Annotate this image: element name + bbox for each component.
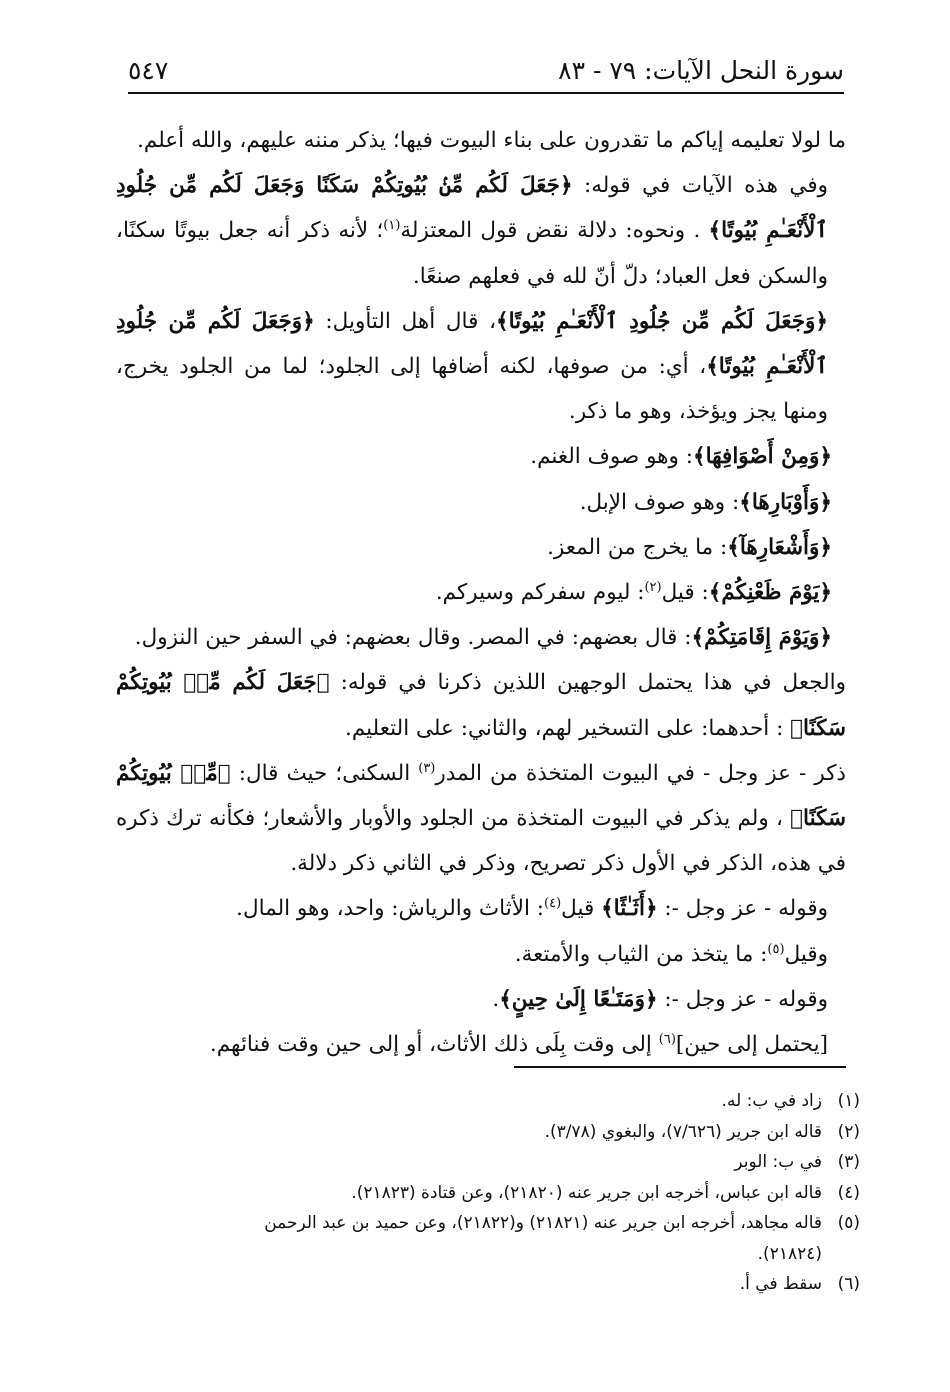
header-rule: [128, 92, 844, 94]
footnote: [200, 1147, 860, 1178]
quran-quote: ﴿وَأَوْبَارِهَا﴾: [739, 489, 832, 515]
quran-quote: ﴿أَثَـٰثًا﴾: [601, 896, 658, 922]
quran-quote: ﴿وَيَوْمَ إِقَامَتِكُمْ﴾: [691, 625, 832, 651]
paragraph-1: ما لولا تعليمه إياكم ما تقدرون على بناء البيوت فيها؛ يذكر مننه عليهم، والله أعلم.: [137, 128, 846, 153]
footnote-number: (٤): [837, 1182, 860, 1203]
footnote-ref: (١): [383, 218, 401, 234]
footnote-separator: [514, 1066, 846, 1068]
gloss-item: ﴿وَأَوْبَارِهَا﴾: وهو صوف الإبل.: [579, 489, 832, 515]
paragraph-6: وقوله - عز وجل -: ﴿أَثَـٰثًا﴾ قيل$^{(٤)}$: الأثاث والرياش: واحد، وهو المال.: [236, 896, 828, 922]
footnote-text: قاله ابن عباس، أخرجه ابن جرير عنه (٢١٨٢٠)، وعن قتادة (٢١٨٢٣).: [351, 1182, 822, 1203]
footnote-number: (٦): [837, 1274, 860, 1294]
footnote-text: سقط في أ.: [739, 1274, 822, 1294]
quran-quote: ﴿يَوْمَ ظَعْنِكُمْ﴾: [708, 580, 832, 606]
footnote-ref: (٢): [644, 579, 662, 595]
footnote-number: (٥): [837, 1213, 860, 1233]
footnote-text: قاله ابن جرير (٧/٦٢٦)، والبغوي (٣/٧٨).: [544, 1121, 822, 1142]
paragraph-8: وقوله - عز وجل -: ﴿وَمَتَـٰعًا إِلَىٰ حِينٍ﴾.: [492, 986, 828, 1012]
footnote-number: (٢): [837, 1121, 860, 1142]
paragraph-9: [يحتمل إلى حين]$^{(٦)}$ إلى وقت بِلَى ذلك الأثاث، أو إلى حين وقت فنائهم.: [209, 1031, 828, 1058]
footnote-text: في ب: الوبر: [734, 1152, 822, 1172]
footnote-ref: (٤): [544, 896, 562, 912]
quran-quote: ﴿وَمِنْ أَصْوَافِهَا﴾: [693, 444, 832, 470]
running-title: سورة النحل الآيات: ٧٩ - ٨٣: [558, 56, 844, 85]
quran-quote: ﴿وَجَعَلَ لَكُم مِّن جُلُودِ ٱلْأَنْعَـٰمِ بُيُوتًا﴾: [496, 308, 828, 334]
paragraph-5: ذكر - عز وجل - في البيوت المتخذة من المدر$^{(٣)}$ السكنى؛ حيث قال: ﴿مِّنۢ بُيُوتِكُمْ سَكَنًا﴾ ، ولم يذكر في البيوت المتخذة من الجلود والأوبار والأشعار؛ فكأنه ترك ذكره في هذه، الذكر في الأول ذكر تصريح، وذكر في الثاني ذكر دلالة.: [116, 760, 846, 877]
footnotes: [200, 1086, 860, 1300]
quran-quote: ﴿جَعَلَ لَكُم مِّنۢ بُيُوتِكُمْ سَكَنًا وَجَعَلَ لَكُم مِّن جُلُودِ ٱلْأَنْعَـٰمِ بُيُوتًا﴾: [116, 173, 828, 244]
footnote-number: (٣): [837, 1152, 860, 1172]
footnote: [200, 1269, 860, 1300]
paragraph-4: والجعل في هذا يحتمل الوجهين اللذين ذكرنا في قوله: ﴿جَعَلَ لَكُم مِّنۢ بُيُوتِكُمْ سَكَنًا﴾ : أحدهما: على التسخير لهم، والثاني: على التعليم.: [116, 670, 846, 741]
footnote-ref: (٥): [767, 941, 785, 957]
quran-quote: ﴿وَأَشْعَارِهَآ﴾: [727, 534, 832, 560]
main-text: [116, 118, 846, 1067]
paragraph-2: وفي هذه الآيات في قوله: ﴿جَعَلَ لَكُم مِّنۢ بُيُوتِكُمْ سَكَنًا وَجَعَلَ لَكُم مِّن جُلُودِ ٱلْأَنْعَـٰمِ بُيُوتًا﴾ . ونحوه: دلالة نقض قول المعتزلة$^{(١)}$؛ لأنه ذكر أنه جعل بيوتًا سكنًا، والسكن فعل العباد؛ دلّ أنّ لله في فعلهم صنعًا.: [116, 173, 828, 289]
footnote: [200, 1117, 860, 1148]
footnote-ref: (٦): [658, 1031, 676, 1047]
quran-quote: ﴿وَمَتَـٰعًا إِلَىٰ حِينٍ﴾: [499, 986, 658, 1012]
gloss-item: ﴿يَوْمَ ظَعْنِكُمْ﴾: قيل$^{(٢)}$: ليوم سفركم وسيركم.: [435, 579, 832, 606]
footnote: [200, 1086, 860, 1117]
footnote-number: (١): [837, 1091, 860, 1111]
footnote-text: زاد في ب: له.: [721, 1091, 822, 1111]
page-number: ٥٤٧: [128, 56, 169, 85]
gloss-item: ﴿وَيَوْمَ إِقَامَتِكُمْ﴾: قال بعضهم: في المصر. وقال بعضهم: في السفر حين النزول.: [134, 625, 832, 651]
quran-quote: ﴿جَعَلَ لَكُم مِّنۢ بُيُوتِكُمْ سَكَنًا﴾: [116, 670, 846, 741]
gloss-item: ﴿وَمِنْ أَصْوَافِهَا﴾: وهو صوف الغنم.: [530, 444, 832, 470]
gloss-item: ﴿وَأَشْعَارِهَآ﴾: ما يخرج من المعز.: [547, 534, 832, 560]
paragraph-7: وقيل$^{(٥)}$: ما يتخذ من الثياب والأمتعة.: [514, 941, 828, 967]
footnote-text: قاله مجاهد، أخرجه ابن جرير عنه (٢١٨٢١) و(٢١٨٢٢)، وعن حميد بن عبد الرحمن (٢١٨٢٤).: [264, 1213, 822, 1264]
page-header: [128, 52, 844, 92]
footnote: [200, 1208, 860, 1269]
quran-quote: ﴿مِّنۢ بُيُوتِكُمْ سَكَنًا﴾: [116, 760, 846, 832]
footnote: [200, 1178, 860, 1209]
footnote-ref: (٣): [418, 760, 436, 776]
paragraph-3: ﴿وَجَعَلَ لَكُم مِّن جُلُودِ ٱلْأَنْعَـٰمِ بُيُوتًا﴾، قال أهل التأويل: ﴿وَجَعَلَ لَكُم مِّن جُلُودِ ٱلْأَنْعَـٰمِ بُيُوتًا﴾، أي: من صوفها، لكنه أضافها إلى الجلود؛ لما من الجلود يخرج، ومنها يجز ويؤخذ، وهو ما ذكر.: [116, 308, 828, 425]
quran-quote: ﴿وَجَعَلَ لَكُم مِّن جُلُودِ ٱلْأَنْعَـٰمِ بُيُوتًا﴾: [116, 308, 828, 380]
